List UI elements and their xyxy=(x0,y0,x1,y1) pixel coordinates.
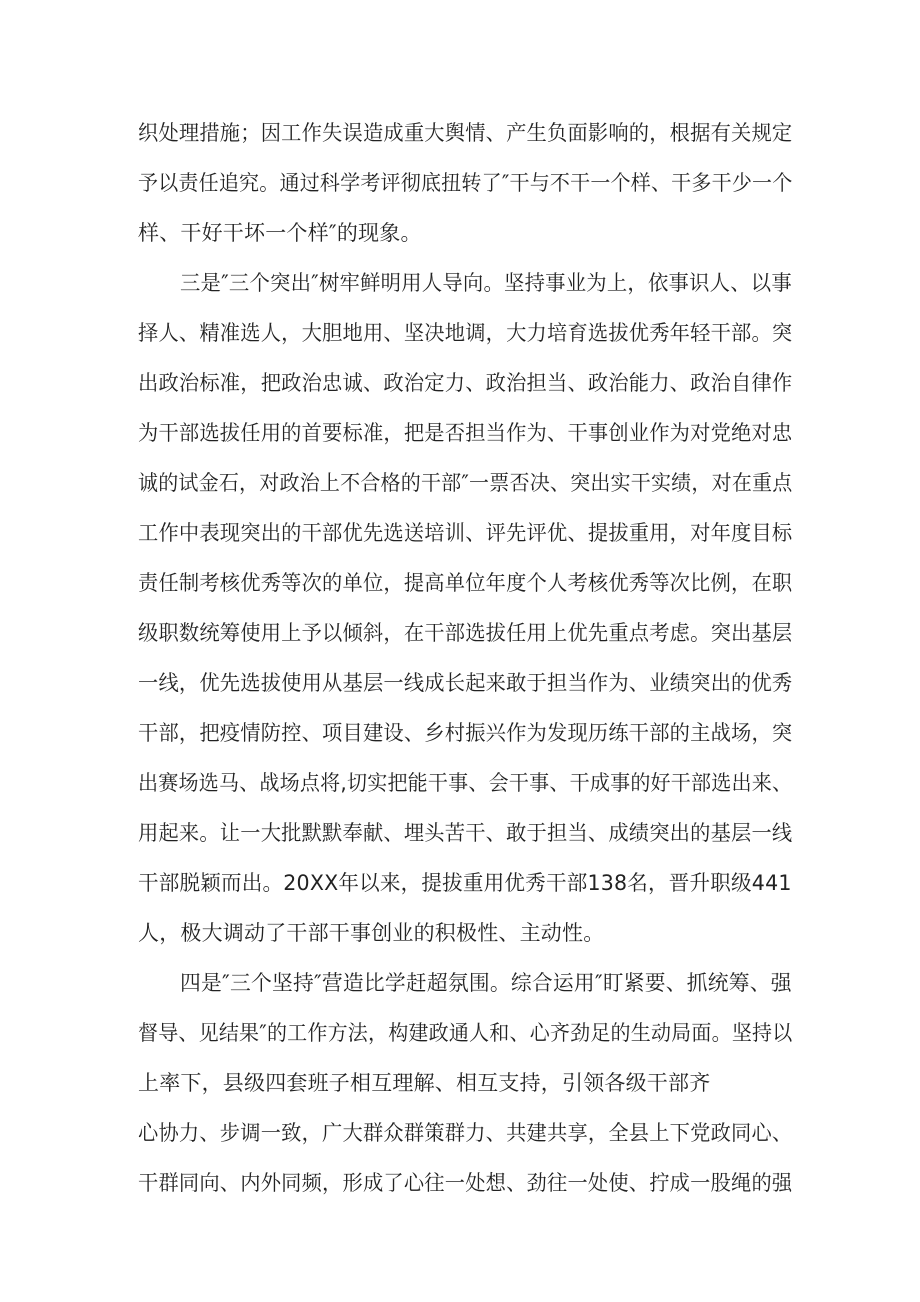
text-line-1: 织处理措施；因工作失误造成重大舆情、产生负面影响的，根据有关规定 xyxy=(138,121,793,145)
paragraph-4-first-line: 四是″三个坚持″营造比学赶超氛围。综合运用″盯紧要、抓统筹、强 xyxy=(180,971,792,995)
text-line-14: 出赛场选马、战场点将,切实把能干事、会干事、干成事的好干部选出来、 xyxy=(138,771,793,795)
text-line-12: 一线，优先选拔使用从基层一线成长起来敢于担当作为、业绩突出的优秀 xyxy=(138,671,793,695)
text-line-11: 级职数统筹使用上予以倾斜，在干部选拔任用上优先重点考虑。突出基层 xyxy=(138,621,793,645)
text-line-3: 样、干好干坏一个样″的现象。 xyxy=(138,221,422,245)
text-line-8: 诚的试金石，对政治上不合格的干部″一票否决、突出实干实绩，对在重点 xyxy=(138,471,793,495)
paragraph-3-first-line: 三是″三个突出″树牢鲜明用人导向。坚持事业为上，依事识人、以事 xyxy=(180,271,792,295)
text-line-2: 予以责任追究。通过科学考评彻底扭转了″干与不干一个样、干多干少一个 xyxy=(138,171,793,195)
text-line-17: 人，极大调动了干部干事创业的积极性、主动性。 xyxy=(138,921,605,945)
text-line-19: 督导、见结果″的工作方法，构建政通人和、心齐劲足的生动局面。坚持以 xyxy=(138,1021,793,1045)
text-line-9: 工作中表现突出的干部优先选送培训、评先评优、提拔重用，对年度目标 xyxy=(138,521,793,545)
text-line-13: 干部，把疫情防控、项目建设、乡村振兴作为发现历练干部的主战场，突 xyxy=(138,721,793,745)
text-line-7: 为干部选拔任用的首要标准，把是否担当作为、干事创业作为对党绝对忠 xyxy=(138,421,793,445)
text-line-6: 出政治标准，把政治忠诚、政治定力、政治担当、政治能力、政治自律作 xyxy=(138,371,793,395)
text-line-21: 心协力、步调一致，广大群众群策群力、共建共享，全县上下党政同心、 xyxy=(138,1121,793,1145)
text-line-10: 责任制考核优秀等次的单位，提高单位年度个人考核优秀等次比例，在职 xyxy=(138,571,793,595)
text-line-20: 上率下，县级四套班子相互理解、相互支持，引领各级干部齐 xyxy=(138,1071,711,1095)
text-line-16: 干部脱颖而出。20XX年以来，提拔重用优秀干部138名，晋升职级441 xyxy=(138,871,792,895)
text-line-5: 择人、精准选人，大胆地用、坚决地调，大力培育选拔优秀年轻干部。突 xyxy=(138,321,793,345)
text-line-15: 用起来。让一大批默默奉献、埋头苦干、敢于担当、成绩突出的基层一线 xyxy=(138,821,793,845)
text-line-22: 干群同向、内外同频，形成了心往一处想、劲往一处使、拧成一股绳的强 xyxy=(138,1171,793,1195)
